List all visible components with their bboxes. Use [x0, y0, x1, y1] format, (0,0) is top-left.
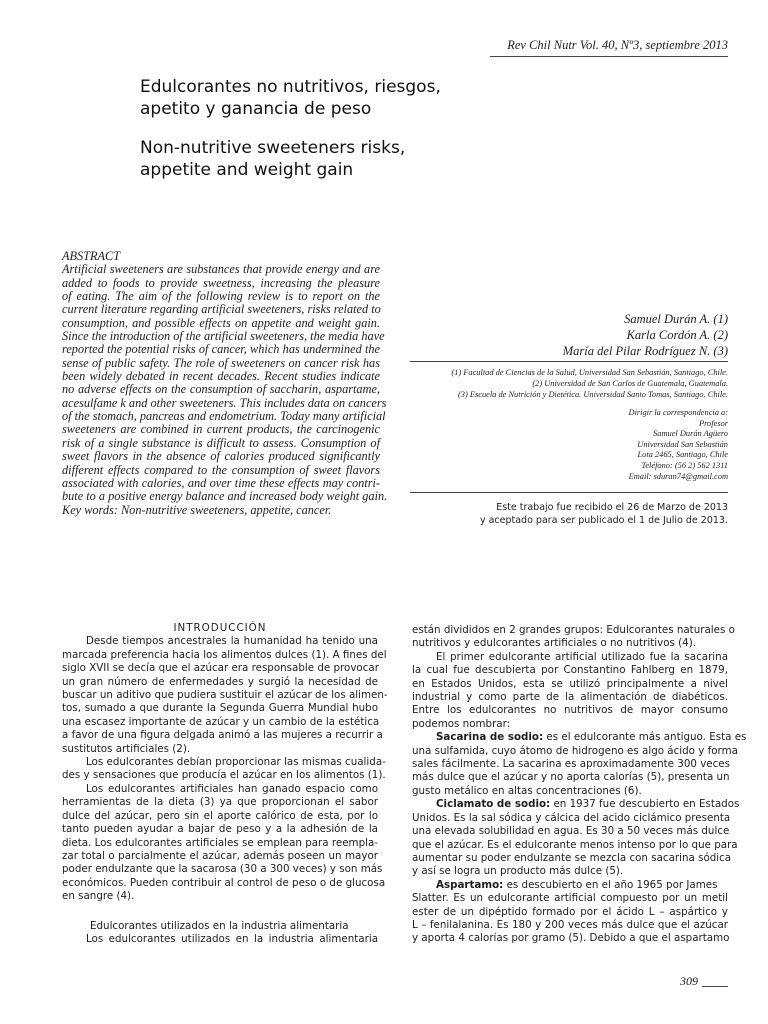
body-line: un gran número de enfermedades y surgió la necesidad de [62, 675, 378, 688]
author-name: Samuel Durán A. (1) [624, 312, 728, 326]
body-line: en sangre (4). [62, 890, 135, 903]
title-english [140, 137, 660, 181]
subsection-heading: Edulcorantes utilizados en la industria alimentaria [90, 919, 349, 932]
abstract-line: Artificial sweeteners are substances that provide energy and are [62, 262, 380, 277]
abstract-line: reported the potential risks of cancer, which has undermined the [62, 342, 380, 357]
author-name: Karla Cordón A. (2) [626, 328, 728, 342]
body-line: y así se logra un producto más dulce (5). [412, 865, 624, 878]
body-line: la cual fue descubierta por Constantino Fahlberg en 1879, [412, 664, 728, 677]
author-list [563, 311, 728, 359]
body-left-column [62, 622, 388, 946]
abstract-line: different effects compared to the consumption of sweet flavors [62, 462, 380, 477]
body-line: Los edulcorantes debían proporcionar las mismas cualida- [86, 756, 386, 769]
body-line: des y sensaciones que producía el azúcar en los alimentos (1). [62, 769, 386, 782]
body-text: es el edulcorante más antiguo. Esta es [543, 731, 747, 744]
body-line: una escasez importante de azúcar y un cambio de la estética [62, 715, 380, 728]
abstract-line: Since the introduction of the artificial sweeteners, the media have [62, 329, 385, 344]
correspondence-line: Lota 2465, Santiago, Chile [637, 450, 728, 460]
body-line: sales fácilmente. La sacarina es aproximadamente 300 veces [412, 758, 731, 771]
abstract-line: no adverse effects on the consumption of saccharin, aspartame, [62, 382, 380, 397]
body-line: gusto metálico en altas concentraciones (6). [412, 784, 642, 797]
body-line: que el azúcar. Es el edulcorante menos intenso por lo que para [412, 838, 738, 851]
abstract-line: bute to a positive energy balance and increased body weight gain. [62, 489, 388, 504]
body-line: Unidos. Es la sal sódica y cálcica del acido ciclámico presenta [412, 811, 731, 824]
received-note [480, 501, 728, 527]
abstract-line: acesulfame k and other sweeteners. This includes data on cancers [62, 395, 387, 410]
sacarina-first-line [412, 731, 747, 744]
page-number-rule [702, 986, 728, 987]
body-line: dieta. Los edulcorantes artificiales se emplean para reempla- [62, 836, 378, 849]
received-line: Este trabajo fue recibido el 26 de Marzo de 2013 [496, 502, 728, 513]
abstract-line: added to foods to provide sweetness, increasing the pleasure [62, 275, 380, 290]
affiliation: (2) Universidad de San Carlos de Guatemala, Guatemala. [532, 379, 728, 388]
body-line: tanto pueden ayudar a bajar de peso y a la adhesión de la [62, 823, 378, 836]
received-line: y aceptado para ser publicado el 1 de Julio de 2013. [479, 515, 728, 526]
section-heading: INTRODUCCIÓN [173, 622, 267, 634]
body-line: zar total o parcialmente el azúcar, además poseen un mayor [62, 849, 378, 862]
abstract-line: sweeteners are combined in current products, the carcinogenic [62, 422, 380, 437]
body-line: buscar un aditivo que pudiera sustituir el azúcar de los alimen- [62, 689, 388, 702]
affiliation: (3) Escuela de Nutrición y Dietética. Universidad Santo Tomas, Santiago. Chile. [458, 390, 728, 399]
body-line: Los edulcorantes utilizados en la industria alimentaria [86, 932, 378, 945]
body-line: marcada preferencia hacia los alimentos dulces (1). A fines del [62, 648, 387, 661]
affiliation: (1) Facultad de Ciencias de la Salud, Universidad San Sebastián, Santiago, Chile. [451, 368, 728, 377]
body-line: tos, sumado a que durante la Segunda Guerra Mundial hubo [62, 702, 378, 715]
body-line: en Estados Unidos, esta se utilizó principalmente a nivel [412, 677, 728, 690]
header-rule [490, 56, 728, 57]
body-line: Slatter. Es un edulcorante artificial compuesto por un metil [412, 892, 728, 905]
correspondence [629, 408, 728, 482]
body-text: es descubierto en el año 1965 por James [503, 878, 718, 891]
correspondence-rule [410, 492, 728, 493]
body-line: siglo XVII se decía que el azúcar era responsable de provocar [62, 662, 379, 675]
title-spanish-line: Edulcorantes no nutritivos, riesgos, [140, 77, 441, 97]
body-line: y aporta 4 calorías por gramo (5). Debido a que el aspartamo [412, 932, 730, 945]
ciclamato-first-line [412, 798, 740, 811]
body-line: económicos. Pueden contribuir al control de peso o de glucosa [62, 876, 386, 889]
body-line: ester de un dipéptido formado por el ácido L – aspártico y [412, 905, 728, 918]
abstract-line: of the stomach, pancreas and endometrium. Today many artificial [62, 409, 386, 424]
abstract-line: sense of public safety. The role of sweeteners on cancer risk has [62, 355, 380, 370]
page-number: 309 [680, 974, 698, 988]
correspondence-line: Universidad San Sebastián [637, 439, 728, 449]
body-line: aumentar su poder endulzante se mezcla con sacarina sódica [412, 851, 732, 864]
title-english-line: Non-nutritive sweeteners risks, [140, 138, 406, 158]
abstract-line: of eating. The aim of the following review is to report on the [62, 289, 380, 304]
body-line: Los edulcorantes artificiales han ganado espacio como [86, 782, 378, 795]
abstract-heading: ABSTRACT [62, 249, 121, 263]
term-sacarina: Sacarina de sodio: [436, 731, 544, 744]
abstract-line: been widely debated in recent decades. Recent studies indicate [62, 369, 380, 384]
abstract-line: current literature regarding artificial sweeteners, risks related to [62, 302, 381, 317]
correspondence-line: Samuel Durán Agüero [653, 429, 728, 439]
correspondence-line: Teléfono: (56 2) 562 1311 [641, 460, 728, 470]
body-line: industrial y como parte de la alimentación de diabéticos. [412, 691, 728, 704]
abstract-keywords: Key words: Non-nutritive sweeteners, appetite, cancer. [62, 502, 332, 517]
title-english-line: appetite and weight gain [140, 160, 354, 180]
abstract-line: associated with calories, and over time these effects may contri- [62, 475, 380, 490]
correspondence-line: Profesor [698, 418, 728, 428]
body-right-column [412, 624, 747, 946]
body-line: poder endulzante que la sacarosa (30 a 300 veces) y son más [62, 863, 383, 876]
abstract-line: consumption, and possible effects on appetite and weight gain. [62, 315, 380, 330]
abstract [62, 249, 388, 517]
term-aspartamo: Aspartamo: [436, 878, 504, 891]
body-line: están divididos en 2 grandes grupos: Edulcorantes naturales o [412, 624, 735, 636]
body-line: Desde tiempos ancestrales la humanidad ha tenido una [86, 635, 378, 648]
body-line: nutritivos y edulcorantes artificiales o no nutritivos (4). [412, 637, 697, 650]
aspartamo-first-line [412, 879, 728, 892]
title-spanish [140, 76, 660, 120]
abstract-line: risk of a single substance is difficult to assess. Consumption of [62, 435, 380, 450]
body-line: más dulce que el azúcar y no aporta calorías (5), presenta un [412, 771, 730, 784]
abstract-line: sweet flavors in the absence of calories produced significantly [62, 449, 380, 464]
title-spanish-line: apetito y ganancia de peso [140, 99, 372, 119]
author-name: María del Pilar Rodríguez N. (3) [562, 344, 728, 358]
affiliations [451, 367, 728, 400]
body-line: a favor de una figura delgada animó a las mujeres a recurrir a [62, 729, 383, 742]
authors-rule [410, 361, 728, 362]
body-line: Entre los edulcorantes no nutritivos de mayor consumo [412, 704, 728, 717]
body-line: sustitutos artificiales (2). [62, 742, 191, 755]
body-line: El primer edulcorante artificial utilizado fue la sacarina [436, 650, 728, 663]
body-line: una sulfamida, cuyo átomo de hidrogeno es algo ácido y forma [412, 744, 738, 757]
body-line: herramientas de la dieta (3) ya que proporcionan el sabor [62, 796, 378, 809]
correspondence-line: Dirigir la correspondencia a: [628, 408, 728, 417]
body-line: dulce del azúcar, pero sin el aporte calórico de esta, por lo [62, 809, 378, 822]
correspondence-email: Email: sduran74@gmail.com [628, 471, 728, 481]
journal-header: Rev Chil Nutr Vol. 40, Nº3, septiembre 2013 [507, 38, 728, 52]
body-text: en 1937 fue descubierto en Estados [550, 798, 740, 811]
body-line: una elevada solubilidad en agua. Es 30 a 50 veces más dulce [412, 825, 730, 838]
paragraph-gap [62, 904, 378, 920]
body-line: L – fenilalanina. Es 180 y 200 veces más dulce que el azúcar [412, 918, 728, 931]
body-line: podemos nombrar: [412, 717, 511, 730]
term-ciclamato: Ciclamato de sodio: [436, 798, 551, 811]
